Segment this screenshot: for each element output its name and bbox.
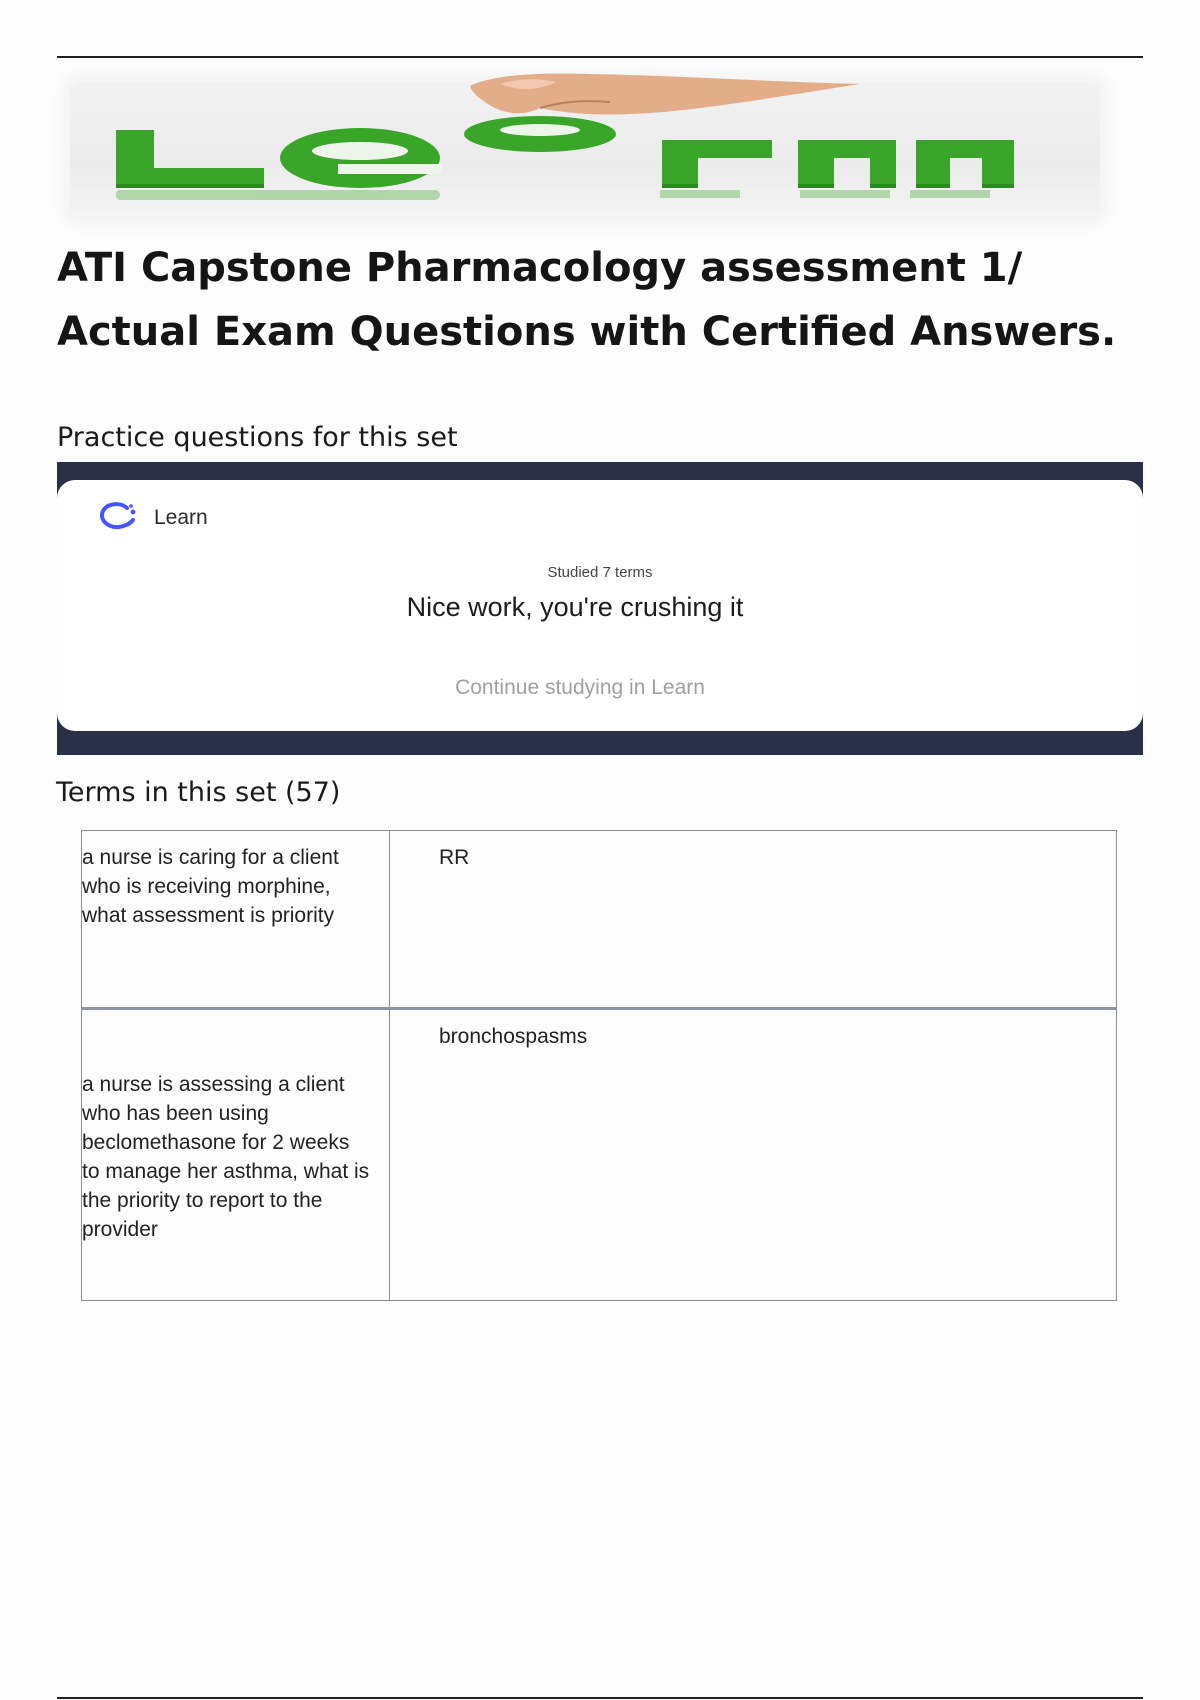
document-title [57,236,1147,364]
learn-cycle-icon [97,500,139,534]
document-title-line-2: Actual Exam Questions with Certified Answers. [57,309,1117,355]
definition-text: RR [439,846,470,869]
learn-banner-image [70,82,1100,218]
top-divider [57,56,1143,58]
learn-widget-frame [57,462,1143,755]
table-row [82,831,1117,1009]
continue-studying-link[interactable]: Continue studying in Learn [455,676,705,699]
terms-table [81,830,1117,1301]
table-row [82,1009,1117,1301]
term-cell [82,1009,390,1301]
studied-count: Studied 7 terms [547,564,653,581]
learn-mode-label: Learn [154,506,208,529]
learn-progress-card [57,480,1143,731]
definition-text: bronchospasms [439,1025,588,1048]
definition-cell [390,831,1117,1009]
term-text: a nurse is caring for a client who is receiving morphine, what assessment is priority [82,846,339,927]
learn-logo-graphic [70,72,1100,222]
document-title-line-1: ATI Capstone Pharmacology assessment 1/ [57,245,1023,291]
practice-questions-heading: Practice questions for this set [57,422,458,453]
progress-message: Nice work, you're crushing it [406,592,744,622]
bottom-divider [57,1697,1143,1699]
definition-cell [390,1009,1117,1301]
term-text: a nurse is assessing a client who has been using beclomethasone for 2 weeks to manage her asthma, what is the priority to report to the provider [82,1073,370,1241]
terms-heading: Terms in this set (57) [56,777,341,808]
term-cell [82,831,390,1009]
